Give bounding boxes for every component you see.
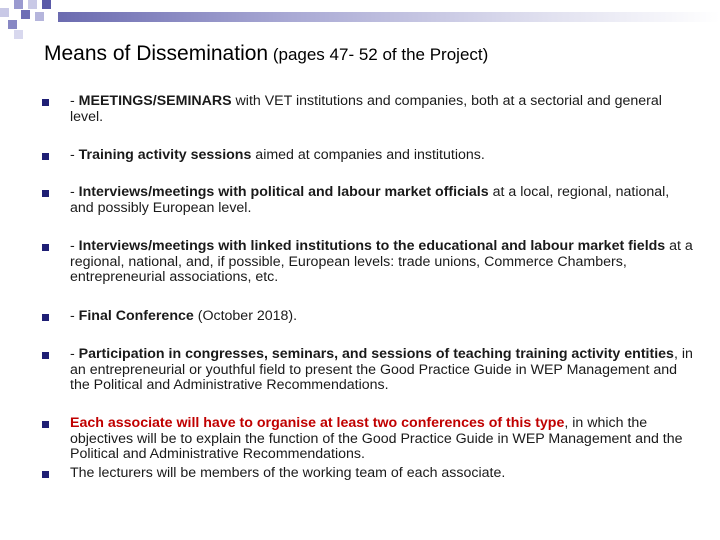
bullet-marker bbox=[42, 153, 49, 160]
slide-title bbox=[44, 42, 488, 66]
bullet-marker bbox=[42, 244, 49, 251]
corner-decoration bbox=[0, 0, 60, 40]
bullet-marker bbox=[42, 471, 49, 478]
item-heading: Final Conference bbox=[78, 308, 194, 324]
bullet-marker bbox=[42, 421, 49, 428]
item-heading: Interviews/meetings with linked institutions to the educational and labour market fields bbox=[78, 238, 666, 254]
header-bar bbox=[58, 12, 720, 22]
title-sub: (pages 47- 52 of the Project) bbox=[268, 45, 489, 64]
item-heading: MEETINGS/SEMINARS bbox=[78, 93, 232, 109]
item-heading: Interviews/meetings with political and labour market officials bbox=[78, 184, 489, 200]
bullet-marker bbox=[42, 314, 49, 321]
item-heading: Participation in congresses, seminars, and sessions of teaching training activity entities bbox=[78, 346, 674, 362]
bullet-marker bbox=[42, 352, 49, 359]
title-main: Means of Dissemination bbox=[44, 42, 269, 65]
bullet-marker bbox=[42, 190, 49, 197]
item-heading: Training activity sessions bbox=[78, 147, 252, 163]
bullet-marker bbox=[42, 99, 49, 106]
highlight-text: Each associate will have to organise at least two conferences of this type bbox=[70, 415, 565, 431]
